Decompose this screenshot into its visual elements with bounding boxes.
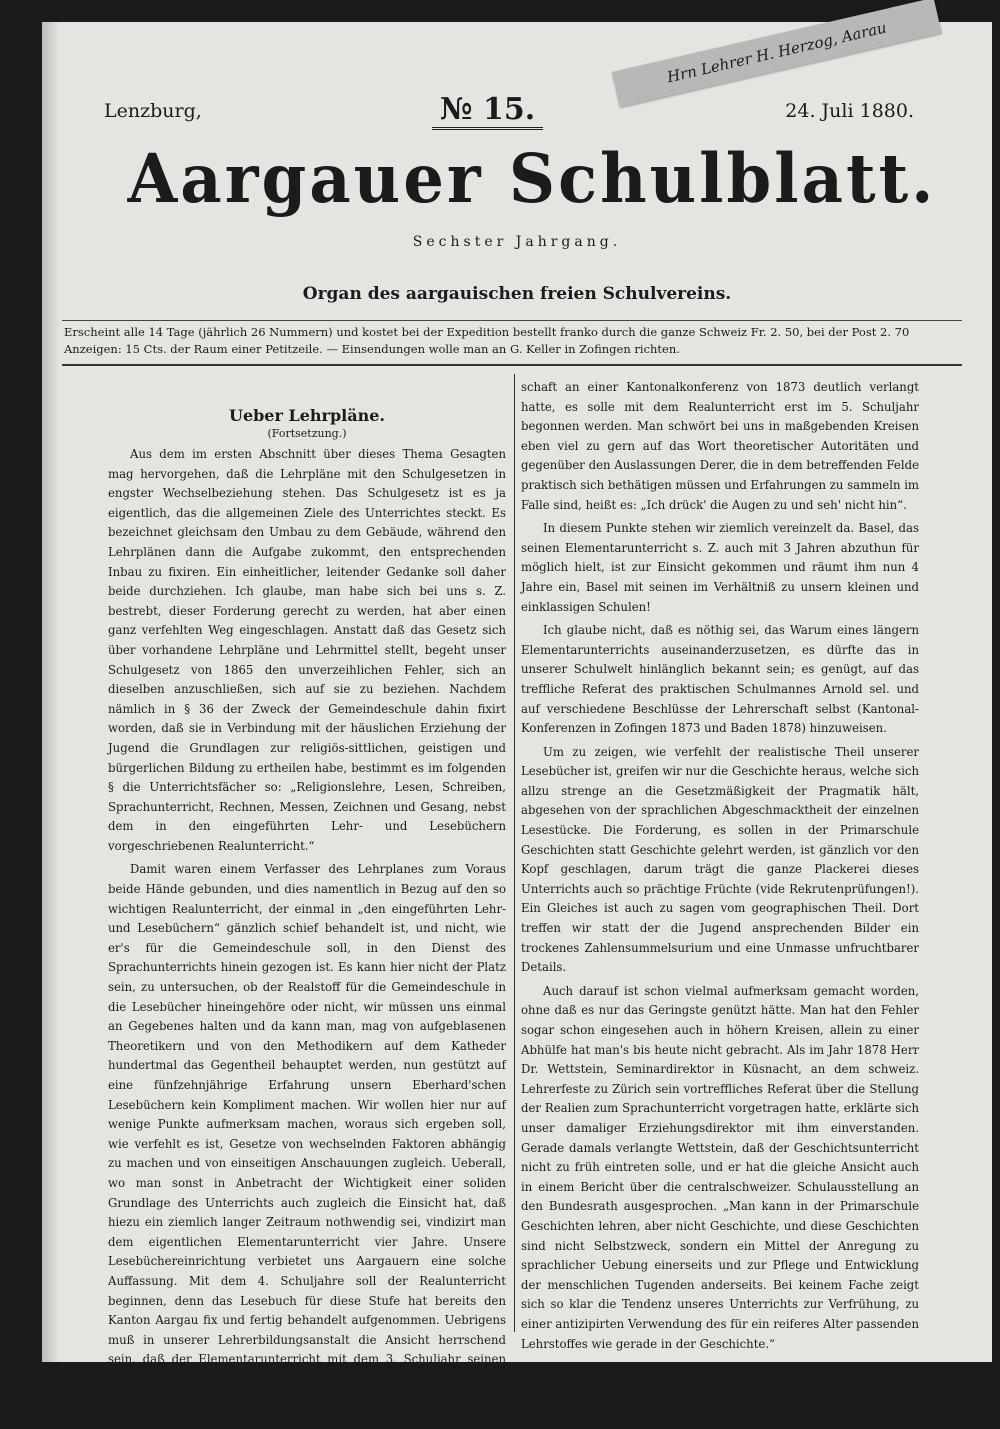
article-column-right <box>521 378 920 1351</box>
article-paragraph: schaft an einer Kantonalkonferenz von 1873 deutlich verlangt hatte, es solle mit dem Realunterricht erst im 5. Schuljahr begonnen werden. Man schwört bei uns in maßgebenden Kreisen eben viel zu gern auf das Wort theoretischer Autoritäten und gegenüber den Auslassungen Derer, die in dem betreffenden Felde praktisch sich bethätigen müssen und Erfahrungen zu sammeln im Falle sind, heißt es: „Ich drück' die Augen zu und seh' nicht hin“. <box>521 380 920 512</box>
column-divider <box>514 374 515 1332</box>
address-label: Hrn Lehrer H. Herzog, Aarau <box>612 0 942 107</box>
issue-number: № 15. <box>432 92 543 130</box>
article-paragraph: Um zu zeigen, wie verfehlt der realistische Theil unserer Lesebücher ist, greifen wir nur die Geschichte heraus, welche sich allzu strenge an die Gesetzmäßigkeit der Pragmatik hält, abgesehen von der sprachlichen Abgeschmacktheit der einzelnen Lesestücke. Die Forderung, es sollen in der Primarschule Geschichten statt Geschichte gelehrt werden, ist gänzlich vor den Kopf geschlagen, darum trägt die ganze Plackerei dieses Unterrichts auch so prächtige Früchte (vide Rekrutenprüfungen!). Ein Gleiches ist auch zu sagen vom geographischen Theil. Dort treffen wir statt der die Jugend ansprechenden Bilder ein trockenes Zahlensummelsurium und eine Unmasse unfruchtbarer Details. <box>521 744 919 975</box>
organ-line: Organ des aargauischen freien Schulvereins. <box>302 284 732 304</box>
volume-line: Sechster Jahrgang. <box>412 234 622 250</box>
page-fold-shadow <box>42 22 60 1362</box>
article-subtitle: (Fortsetzung.) <box>267 427 347 440</box>
newspaper-page <box>42 18 992 1426</box>
header-rule-bottom <box>62 364 962 366</box>
article-paragraph: Auch darauf ist schon vielmal aufmerksam gemacht worden, ohne daß es nur das Geringste genützt hätte. Man hat den Fehler sogar schon eingesehen auch in höhern Kreisen, allein zu einer Abhülfe hat man's bis heute nicht gebracht. Als im Jahr 1878 Herr Dr. Wettstein, Seminardirektor in Küsnacht, an dem schweiz. Lehrerfeste zu Zürich sein vortreffliches Referat über die Stellung der Realien zum Sprachunterricht vorgetragen hatte, erklärte sich unser damaliger Erziehungsdirektor mit ihm einverstanden. Gerade damals verlangte Wettstein, daß der Geschichtsunterricht nicht zu früh eintreten solle, und er hat die gleiche Ansicht auch in einem Bericht über die centralschweizer. Schulausstellung an den Bundesrath ausgesprochen. „Man kann in der Primarschule Geschichten lehren, aber nicht Geschichte, und diese Geschichten sind nicht Selbstzweck, sondern ein Mittel der Anregung zu sprachlicher Uebung einerseits und zur Pflege und Entwicklung der menschlichen Tugenden anderseits. Bei keinem Fache zeigt sich so klar die Tendenz unseres Unterrichts zur Verfrühung, zu einer antizipirten Verwendung des für ein reiferes Alter passenden Lehrstoffes wie gerade in der Geschichte.“ <box>521 983 919 1351</box>
article-column-left <box>108 378 506 1426</box>
subscription-info: Erscheint alle 14 Tage (jährlich 26 Nummern) und kostet bei der Expedition bestellt franko durch die ganze Schweiz Fr. 2. 50, bei der Post 2. 70 <box>64 325 910 339</box>
article-paragraph: Aus dem im ersten Abschnitt über dieses Thema Gesagten mag hervorgehen, daß die Lehrpläne mit den Schulgesetzen in engster Wechselbeziehung stehen. Das Schulgesetz ist es ja eigentlich, das die allgemeinen Ziele des Unterrichtes steckt. Es bezeichnet gleichsam den Umbau zu dem Gebäude, während den Lehrplänen dann die Aufgabe zukommt, den entsprechenden Inbau zu fixiren. Ein einheitlicher, leitender Gedanke soll daher beide durchziehen. Ich glaube, man habe sich bei uns s. Z. bestrebt, dieser Forderung gerecht zu werden, hat aber einen ganz verfehlten Weg eingeschlagen. Anstatt daß das Gesetz sich über vorhandene Lehrpläne und Lehrmittel stellt, begeht unser Schulgesetz von 1865 den unverzeihlichen Fehler, sich an dieselben anzuschließen, sich auf sie zu beziehen. Nachdem nämlich in § 36 der Zweck der Gemeindeschule dahin fixirt worden, daß sie in Verbindung mit der häuslichen Erziehung der Jugend die Grundlagen zur religiös-sittlichen, geistigen und bürgerlichen Bildung zu ertheilen habe, bestimmt es im folgenden § die Unterrichtsfächer so: „Religionslehre, Lesen, Schreiben, Sprachunterricht, Rechnen, Messen, Zeichnen und Gesang, nebst dem in den eingeführten Lehr- und Lesebüchern vorgeschriebenen Realunterricht.“ <box>108 447 506 853</box>
article-paragraph: In diesem Punkte stehen wir ziemlich vereinzelt da. Basel, das seinen Elementarunterricht s. Z. auch mit 3 Jahren abzuthun für möglich hielt, ist zur Einsicht gekommen und räumt ihm nun 4 Jahre ein, Basel mit seinen im Verhältniß zu unsern kleinen und einklassigen Schulen! <box>521 521 919 614</box>
advertising-info: Anzeigen: 15 Cts. der Raum einer Petitzeile. — Einsendungen wolle man an G. Keller in Zofingen richten. <box>64 342 680 356</box>
issue-date: 24. Juli 1880. <box>785 100 914 122</box>
masthead-title: Aargauer Schulblatt. <box>127 140 937 219</box>
article-title: Ueber Lehrpläne. <box>228 406 385 425</box>
header-rule-top <box>62 320 962 321</box>
article-paragraph: Ich glaube nicht, daß es nöthig sei, das Warum eines längern Elementarunterrichts auseinanderzusetzen, es dürfte das in unserer Schulwelt hinlänglich bekannt sein; es genügt, auf das treffliche Referat des praktischen Schulmannes Arnold sel. und auf verschiedene Beschlüsse der Lehrerschaft selbst (Kantonal-Konferenzen in Zofingen 1873 und Baden 1878) hinzuweisen. <box>521 623 919 736</box>
place-line: Lenzburg, <box>104 100 202 122</box>
article-paragraph: Damit waren einem Verfasser des Lehrplanes zum Voraus beide Hände gebunden, und dies namentlich in Bezug auf den so wichtigen Realunterricht, der einmal in „den eingeführten Lehr- und Lesebüchern“ gänzlich schief behandelt ist, und nicht, wie er's für die Gemeindeschule soll, in den Dienst des Sprachunterrichts hinein gezogen ist. Es kann hier nicht der Platz sein, zu untersuchen, ob der Realstoff für die Gemeindeschule in die Lesebücher hineingehöre oder nicht, wir müssen uns einmal an Gegebenes halten und da kann man, mag von aufgeblasenen Theoretikern und von den Methodikern auf dem Katheder hundertmal das Gegentheil behauptet werden, nun gestützt auf eine fünfzehnjährige Erfahrung unsern Eberhard'schen Lesebüchern kein Kompliment machen. Wir wollen hier nur auf wenige Punkte aufmerksam machen, woraus sich ergeben soll, wie verfehlt es ist, Gesetze von wechselnden Faktoren abhängig zu machen und von einseitigen Anschauungen zugleich. Ueberall, wo man sonst in Anbetracht der Wichtigkeit einer soliden Grundlage des Unterrichts auch zugleich die Einsicht hat, daß hiezu ein ziemlich langer Zeitraum nothwendig sei, vindizirt man dem eigentlichen Elementarunterricht vier Jahre. Unsere Lesebüchereinrichtung verbietet uns Aargauern eine solche Auffassung. Mit dem 4. Schuljahre soll der Realunterricht beginnen, denn das Lesebuch für diese Stufe hat bereits den Kanton Aargau fix und fertig behandelt aufgenommen. Uebrigens muß in unserer Lehrerbildungsanstalt die Ansicht herrschend sein, daß der Elementarunterricht mit dem 3. Schuljahr seinen Abschluß finde, und man sagt sich, Eberhard sei von dort her nicht ganz unbeeinflußt geblieben. Das geschah, trotzdem die Lehrer- <box>108 862 506 1426</box>
